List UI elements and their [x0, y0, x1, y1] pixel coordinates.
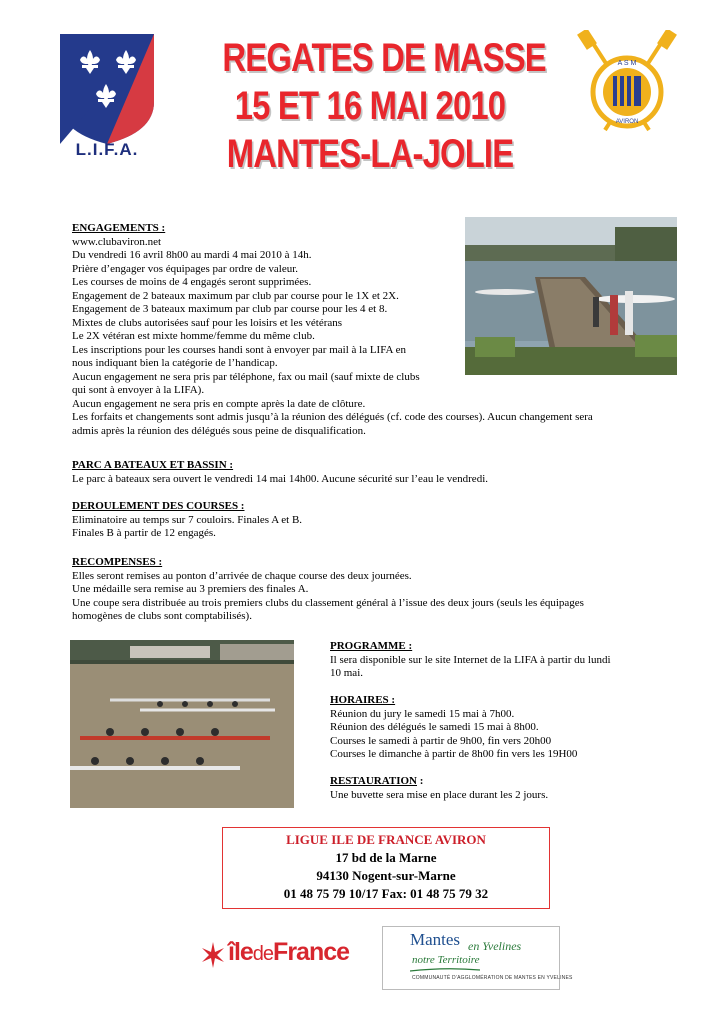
engagements-line: Aucun engagement ne sera pris par téléphone, fax ou mail (sauf mixte de clubs	[72, 370, 420, 383]
horaires-line: Réunion des délégués le samedi 15 mai à 8h00.	[330, 721, 539, 733]
contact-address: 17 bd de la Marne	[335, 850, 437, 865]
recompenses-section	[72, 556, 662, 624]
programme-section	[330, 640, 650, 802]
deroulement-line: Eliminatoire au temps sur 7 couloirs. Finales A et B.	[72, 513, 303, 526]
idf-ile: île	[228, 938, 253, 966]
recompenses-heading: RECOMPENSES :	[72, 556, 163, 568]
contact-name: LIGUE ILE DE FRANCE AVIRON	[286, 832, 486, 847]
engagements-line: www.clubaviron.net	[72, 235, 162, 248]
horaires-line: Courses le dimanche à partir de 8h00 fin vers les 19H00	[330, 748, 578, 760]
title-line-3: MANTES-LA-JOLIE	[226, 132, 514, 176]
title-line-2: 15 ET 16 MAI 2010	[234, 84, 506, 128]
restauration-heading-suffix: :	[417, 775, 424, 787]
restauration-line: Une buvette sera mise en place durant les 2 jours.	[330, 788, 549, 801]
engagements-line: Le 2X vétéran est mixte homme/femme du même club.	[72, 330, 315, 342]
programme-line: Il sera disponible sur le site Internet de la LIFA à partir du lundi	[330, 653, 611, 666]
deroulement-line: Finales B à partir de 12 engagés.	[72, 527, 216, 539]
programme-heading: PROGRAMME :	[330, 640, 413, 652]
contact-phones: 01 48 75 79 10/17 Fax: 01 48 75 79 32	[283, 886, 489, 901]
contact-box	[222, 827, 550, 909]
programme-line: 10 mai.	[330, 667, 363, 679]
mantes-swoosh	[410, 967, 480, 973]
rowing-race-photo	[70, 640, 294, 808]
recompenses-line: Une coupe sera distribuée au trois premiers clubs du classement général à l’issue des deux jours (seuls les équipages	[72, 596, 584, 609]
mantes-en-yvelines: en Yvelines	[468, 939, 522, 953]
engagements-line: Les inscriptions pour les courses handi sont à envoyer par mail à la LIFA en	[72, 343, 406, 356]
deroulement-heading: DEROULEMENT DES COURSES :	[72, 500, 245, 512]
engagements-line: Mixtes de clubs autorisées sauf pour les loisirs et les vétérans	[72, 316, 343, 329]
lifa-label: L.I.F.A.	[75, 140, 139, 159]
engagements-line: Les courses de moins de 4 engagés seront supprimées.	[72, 276, 312, 288]
engagements-line: Engagement de 3 bateaux maximum par club par course pour les 4 et 8.	[72, 303, 388, 315]
parc-line: Le parc à bateaux sera ouvert le vendredi 14 mai 14h00. Aucune sécurité sur l’eau le vendredi.	[72, 472, 488, 485]
horaires-line: Réunion du jury le samedi 15 mai à 7h00.	[330, 707, 515, 720]
mantes-small-text: COMMUNAUTÉ D’AGGLOMÉRATION DE MANTES EN YVELINES	[412, 975, 573, 981]
recompenses-line: homogènes de clubs sont comptabilisés).	[72, 610, 252, 622]
engagements-heading: ENGAGEMENTS :	[72, 222, 166, 234]
horaires-line: Courses le samedi à partir de 9h00, fin vers 20h00	[330, 734, 552, 747]
idf-de: de	[252, 943, 274, 965]
restauration-heading-wrap	[330, 775, 650, 789]
recompenses-line: Elles seront remises au ponton d’arrivée de chaque course des deux journées.	[72, 569, 412, 582]
iledefrance-logo	[228, 938, 349, 967]
parc-heading: PARC A BATEAUX ET BASSIN :	[72, 459, 234, 471]
idf-france: France	[273, 938, 350, 966]
engagements-line: Les forfaits et changements sont admis jusqu’à la réunion des délégués (cf. code des courses). Aucun changement sera	[72, 411, 593, 423]
asm-letters: A S M	[617, 60, 637, 67]
mantes-title: Mantes	[410, 930, 461, 949]
idf-star-icon	[200, 940, 226, 970]
engagements-line: Prière d’engager vos équipages par ordre de valeur.	[72, 262, 299, 275]
engagements-line: Du vendredi 16 avril 8h00 au mardi 4 mai 2010 à 14h.	[72, 249, 312, 261]
asm-word: AVIRON	[615, 119, 639, 125]
engagements-line: nous indiquant bien la catégorie de l’handicap.	[72, 357, 278, 369]
deroulement-section	[72, 500, 662, 541]
engagements-line: qui sont à envoyer à la LIFA).	[72, 384, 205, 396]
parc-section	[72, 459, 662, 486]
recompenses-line: Une médaille sera remise au 3 premiers des finales A.	[72, 583, 309, 595]
asm-aviron-logo	[577, 30, 677, 140]
engagements-line: admis après la réunion des délégués sous peine de disqualification.	[72, 424, 366, 437]
mantes-notre-territoire: notre Territoire	[412, 954, 480, 966]
engagements-line: Engagement de 2 bateaux maximum par club par course pour le 1X et 2X.	[72, 289, 399, 302]
contact-city: 94130 Nogent-sur-Marne	[316, 868, 456, 883]
title-line-1: REGATES DE MASSE	[222, 36, 546, 80]
horaires-heading: HORAIRES :	[330, 694, 396, 706]
rowing-pontoon-photo	[465, 217, 677, 375]
engagements-line: Aucun engagement ne sera pris en compte après la date de clôture.	[72, 397, 366, 410]
restauration-heading: RESTAURATION	[330, 775, 417, 787]
